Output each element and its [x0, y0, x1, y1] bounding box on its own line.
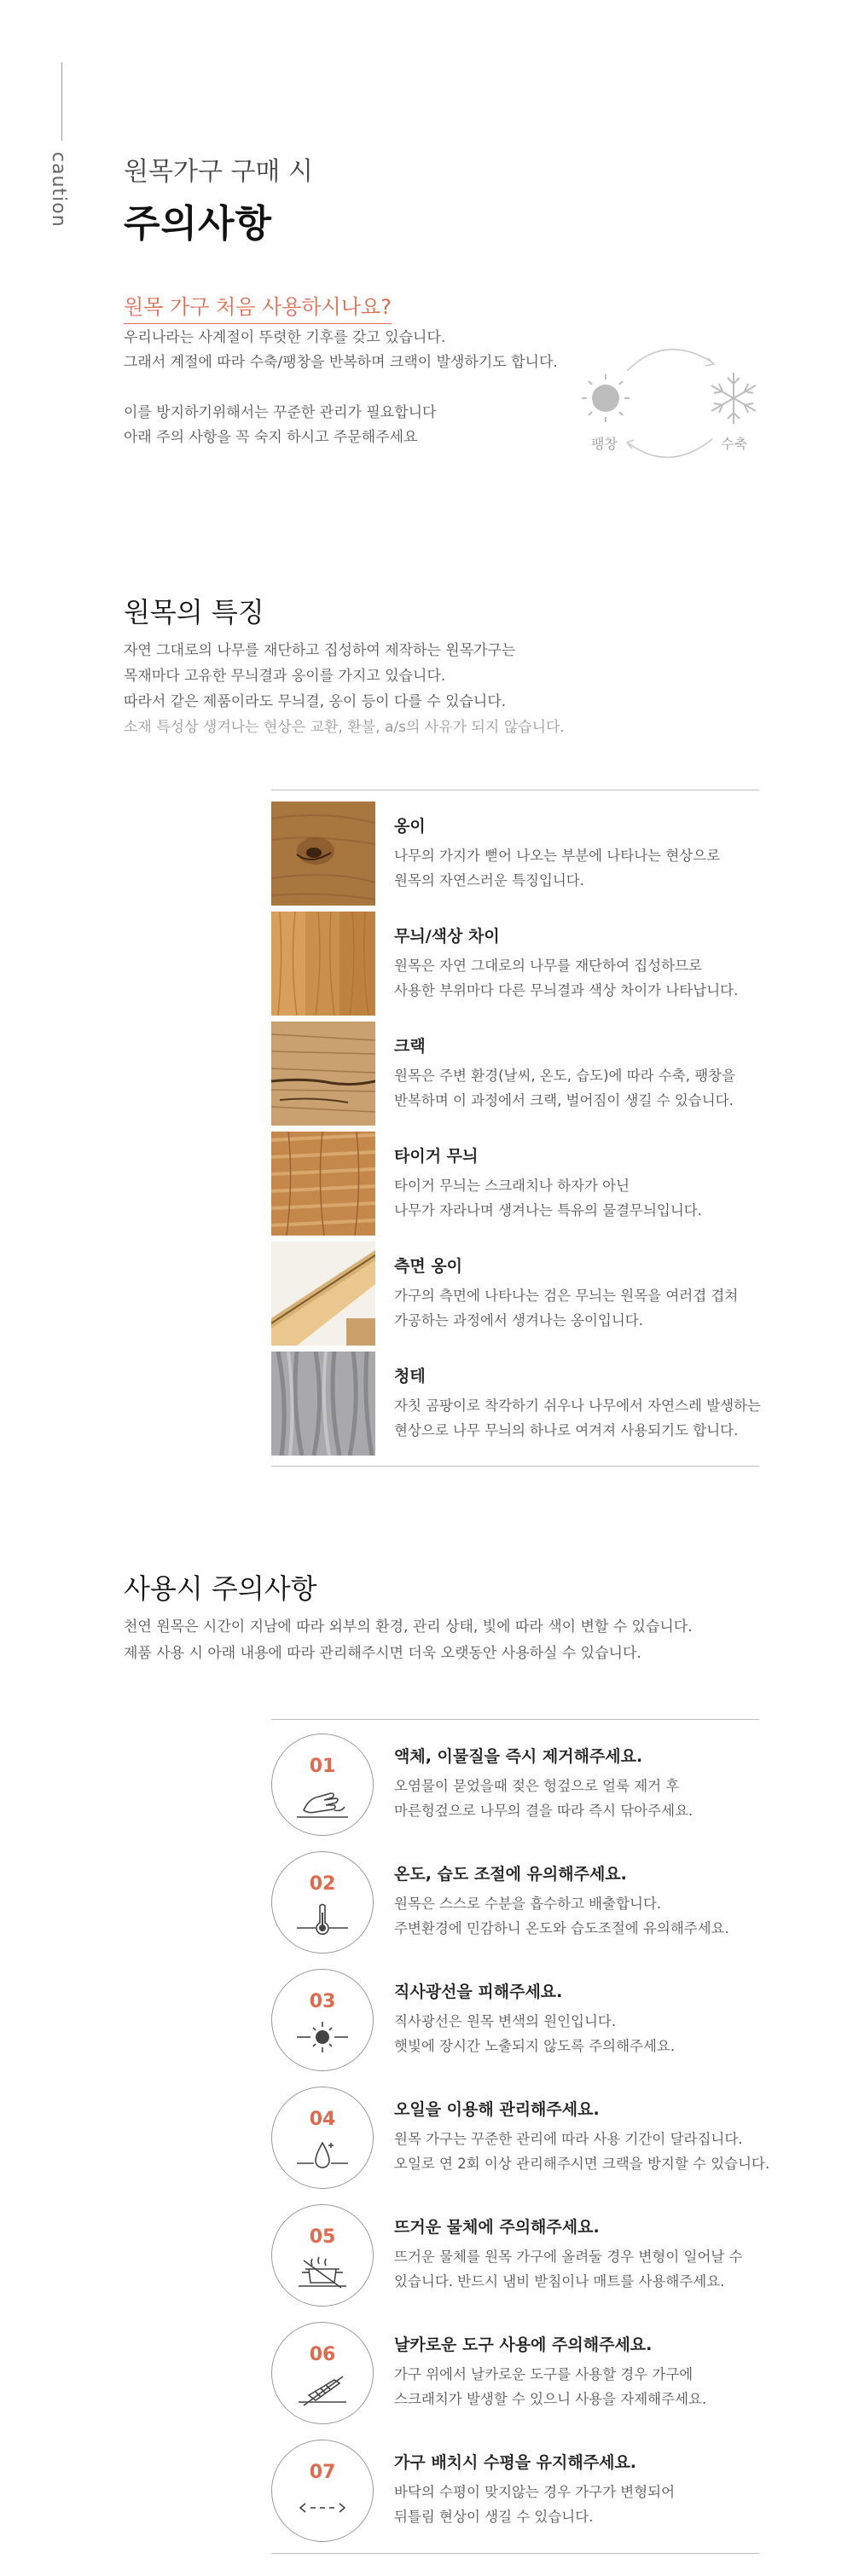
page-title: 주의사항: [124, 202, 273, 246]
usage-paragraph: [124, 1614, 693, 1667]
caution-item: [271, 2087, 770, 2196]
hot-pot-icon: [297, 2255, 348, 2289]
oil-drop-icon: [297, 2138, 348, 2172]
caution-item: [271, 2322, 766, 2431]
caution-title: 가구 배치시 수평을 유지해주세요.: [394, 2453, 637, 2472]
feature-title: 청테: [394, 1367, 426, 1386]
caution-item: [271, 1734, 766, 1843]
intro-paragraph-2: [124, 401, 436, 450]
tiger-wood-image: [271, 1132, 375, 1236]
feature-desc: 나무의 가지가 뻗어 나오는 부분에 나타나는 현상으로: [394, 848, 721, 864]
features-line: 목재마다 고유한 무늬결과 옹이를 가지고 있습니다.: [124, 668, 446, 685]
sun-icon: [582, 374, 630, 422]
feature-item: [271, 1242, 766, 1346]
feature-title: 타이거 무늬: [394, 1147, 479, 1166]
caution-desc: 원목 가구는 꾸준한 관리에 따라 사용 기간이 달라집니다.: [394, 2131, 743, 2147]
features-line: 따라서 같은 제품이라도 무늬결, 옹이 등이 다를 수 있습니다.: [124, 693, 507, 710]
thermometer-icon: [297, 1902, 348, 1936]
caution-desc: 원목은 스스로 수분을 흡수하고 배출합니다.: [394, 1896, 662, 1912]
caution-desc: 마른헝겊으로 나무의 결을 따라 즉시 닦아주세요.: [394, 1803, 693, 1819]
feature-desc: 자칫 곰팡이로 착각하기 쉬우나 나무에서 자연스레 발생하는: [394, 1398, 761, 1414]
caution-number: 02: [309, 1873, 336, 1895]
feature-item: [271, 912, 766, 1016]
usage-line: 제품 사용 시 아래 내용에 따라 관리해주시면 더욱 오랫동안 사용하실 수 있습니다.: [124, 1645, 641, 1662]
feature-desc: 나무가 자라나며 생겨나는 특유의 물결무늬입니다.: [394, 1202, 702, 1219]
caution-side-label: caution: [48, 152, 69, 228]
caution-title: 직사광선을 피해주세요.: [394, 1983, 563, 2001]
page-subtitle: 원목가구 구매 시: [124, 157, 313, 187]
feature-desc: 사용한 부위마다 다른 무늬결과 색상 차이가 나타납니다.: [394, 982, 739, 999]
intro-line: 그래서 계절에 따라 수축/팽창을 반복하며 크랙이 발생하기도 합니다.: [124, 354, 558, 371]
feature-desc: 현상으로 나무 무늬의 하나로 여겨져 사용되기도 합니다.: [394, 1422, 739, 1439]
feature-title: 옹이: [394, 817, 426, 836]
caution-desc: 뒤틀림 현상이 생길 수 있습니다.: [394, 2509, 594, 2525]
caution-title: 액체, 이물질을 즉시 제거해주세요.: [394, 1747, 643, 1766]
caution-item: [271, 1969, 766, 2078]
features-section-title: 원목의 특징: [124, 596, 264, 628]
crack-wood-image: [271, 1022, 375, 1126]
caution-desc: 오염물이 묻었을때 젖은 헝겊으로 얼룩 제거 후: [394, 1778, 680, 1794]
intro-paragraph-1: [124, 326, 558, 375]
divider: [271, 1719, 759, 1720]
blue-stain-wood-image: [271, 1352, 375, 1456]
caution-title: 온도, 습도 조절에 유의해주세요.: [394, 1865, 627, 1884]
feature-desc: 가공하는 과정에서 생겨나는 옹이입니다.: [394, 1312, 643, 1329]
feature-title: 측면 옹이: [394, 1257, 463, 1276]
features-line: 자연 그대로의 나무를 재단하고 집성하여 제작하는 원목가구는: [124, 642, 516, 659]
feature-item: [271, 802, 766, 906]
caution-desc: 있습니다. 반드시 냄비 받침이나 매트를 사용해주세요.: [394, 2273, 725, 2289]
feature-title: 크랙: [394, 1037, 426, 1056]
caution-desc: 햇빛에 장시간 노출되지 않도록 주의해주세요.: [394, 2038, 676, 2054]
caution-desc: 주변환경에 민감하니 온도와 습도조절에 유의해주세요.: [394, 1920, 729, 1936]
feature-title: 무늬/색상 차이: [394, 927, 500, 946]
feature-desc: 원목은 자연 그대로의 나무를 재단하여 집성하므로: [394, 958, 702, 974]
caution-title: 날카로운 도구 사용에 주의해주세요.: [394, 2336, 653, 2354]
caution-title: 오일을 이용해 관리해주세요.: [394, 2100, 600, 2119]
caution-desc: 바닥의 수평이 맞지않는 경우 가구가 변형되어: [394, 2484, 676, 2500]
caution-item: [271, 2440, 766, 2549]
shrink-label: 수축: [721, 436, 747, 452]
feature-item: [271, 1352, 766, 1456]
features-paragraph: [124, 638, 565, 740]
caution-number: 06: [309, 2344, 336, 2365]
caution-number: 03: [309, 1991, 336, 2012]
divider: [271, 2553, 759, 2554]
caution-desc: 직사광선은 원목 변색의 원인입니다.: [394, 2013, 617, 2029]
feature-desc: 가구의 측면에 나타나는 검은 무늬는 원목을 여러겹 겹쳐: [394, 1288, 739, 1304]
caution-desc: 스크래치가 발생할 수 있으니 사용을 자제해주세요.: [394, 2391, 707, 2407]
caution-number: 07: [309, 2462, 336, 2483]
caution-number: 04: [309, 2109, 336, 2130]
feature-item: [271, 1022, 766, 1126]
sharp-tool-icon: [297, 2373, 348, 2407]
wipe-hand-icon: [297, 1785, 348, 1819]
feature-desc: 원목의 자연스러운 특징입니다.: [394, 872, 584, 889]
features-note: 소재 특성상 생겨나는 현상은 교환, 환불, a/s의 사유가 되지 않습니다.: [124, 719, 565, 736]
divider: [271, 1466, 759, 1467]
expand-label: 팽창: [591, 436, 618, 452]
intro-question: 원목 가구 처음 사용하시나요?: [124, 290, 392, 324]
caution-item: [271, 2204, 766, 2313]
caution-desc: 가구 위에서 날카로운 도구를 사용할 경우 가구에: [394, 2366, 693, 2382]
caution-desc: 오일로 연 2회 이상 관리해주시면 크랙을 방지할 수 있습니다.: [394, 2156, 770, 2172]
snowflake-icon: [711, 373, 756, 424]
level-arrows-icon: [297, 2491, 348, 2525]
intro-line: 아래 주의 사항을 꼭 숙지 하시고 주문해주세요: [124, 429, 418, 446]
caution-title: 뜨거운 물체에 주의해주세요.: [394, 2218, 600, 2237]
feature-desc: 반복하며 이 과정에서 크랙, 벌어짐이 생길 수 있습니다.: [394, 1092, 734, 1109]
usage-line: 천연 원목은 시간이 지남에 따라 외부의 환경, 관리 상태, 빛에 따라 색이 변할 수 있습니다.: [124, 1618, 693, 1635]
usage-section-title: 사용시 주의사항: [124, 1572, 317, 1605]
header-vertical-line: [61, 62, 62, 141]
sun-icon: [297, 2020, 348, 2054]
knot-wood-image: [271, 802, 375, 906]
intro-line: 우리나라는 사계절이 뚜렷한 기후를 갖고 있습니다.: [124, 329, 446, 346]
feature-desc: 원목은 주변 환경(날씨, 온도, 습도)에 따라 수축, 팽창을: [394, 1068, 736, 1084]
grain-wood-image: [271, 912, 375, 1016]
caution-desc: 뜨거운 물체를 원목 가구에 올려둘 경우 변형이 일어날 수: [394, 2249, 743, 2265]
caution-number: 01: [309, 1756, 336, 1777]
side-knot-wood-image: [271, 1242, 375, 1346]
feature-item: [271, 1132, 766, 1236]
caution-item: [271, 1851, 766, 1960]
caution-number: 05: [309, 2226, 336, 2248]
feature-desc: 타이거 무늬는 스크래치나 하자가 아닌: [394, 1178, 630, 1194]
intro-line: 이를 방지하기위해서는 꾸준한 관리가 필요합니다: [124, 404, 437, 421]
